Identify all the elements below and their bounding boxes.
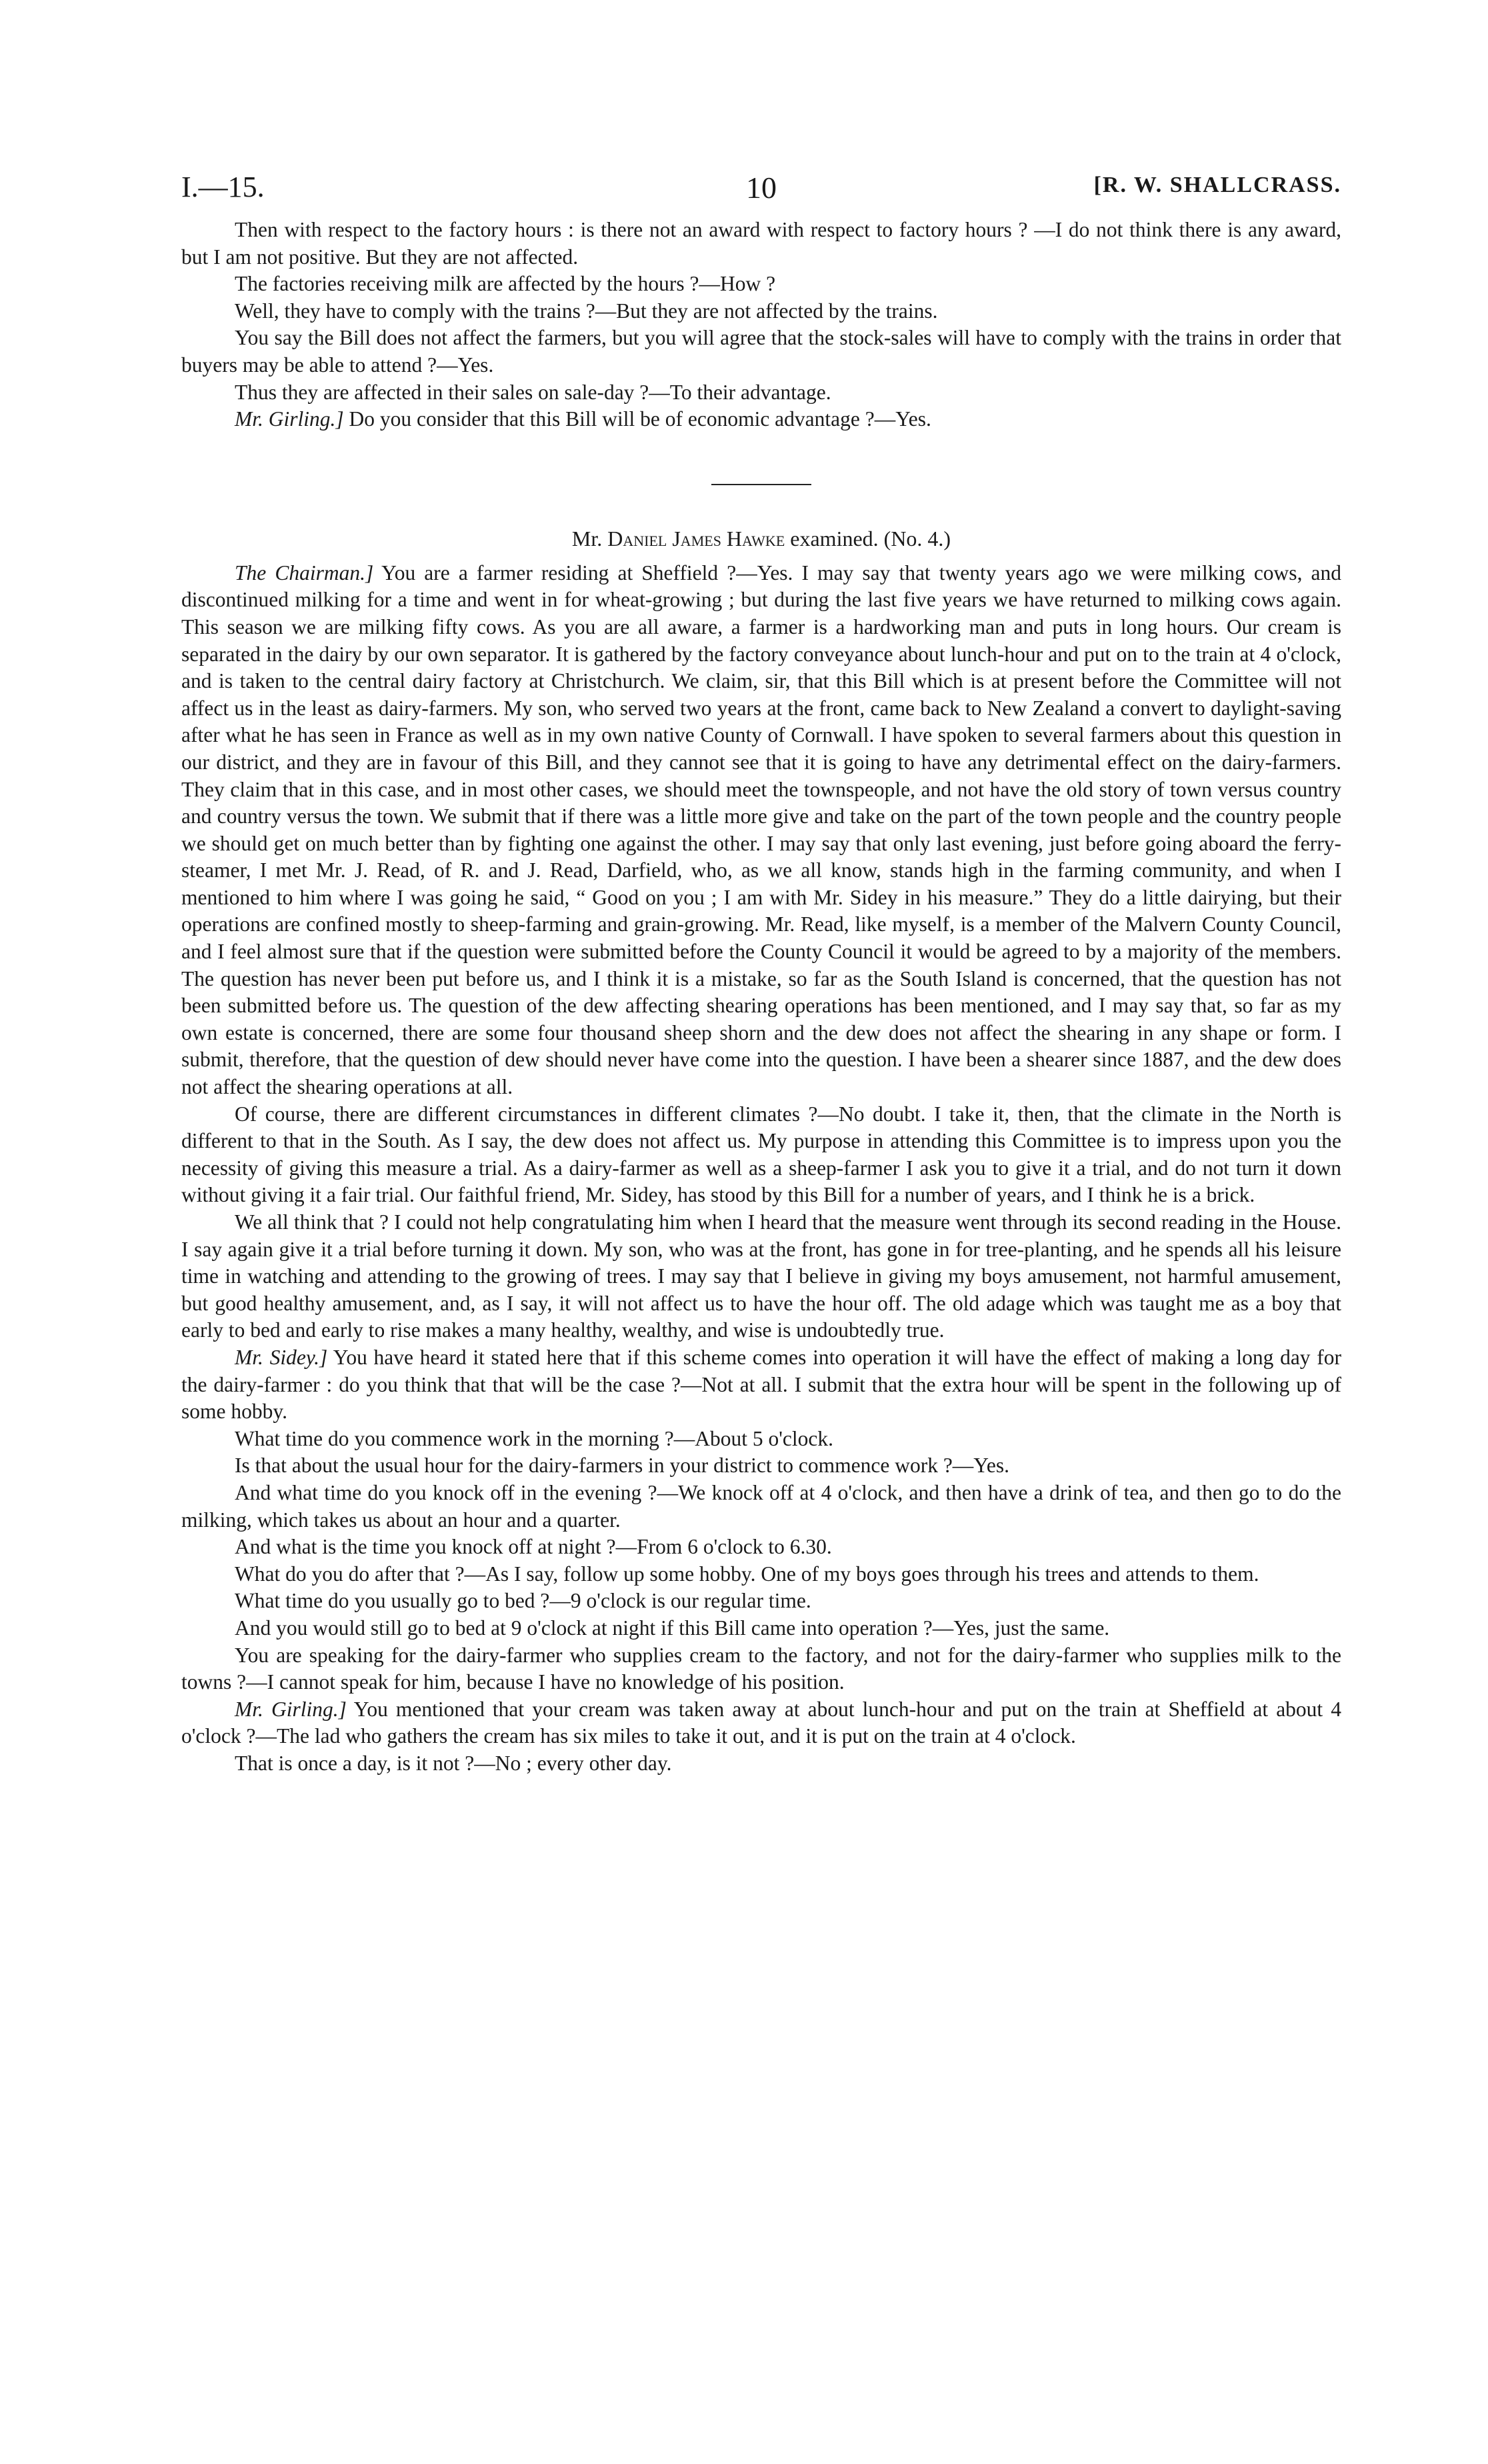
- paragraph: Is that about the usual hour for the dairy-farmers in your district to commence work ?—Yes.: [235, 1454, 1010, 1478]
- document-body: [181, 217, 1341, 1777]
- paragraph: We all think that ? I could not help congratulating him when I heard that the measure went through its second reading in the House. I say again give it a trial before turning it down. My son, who was at the front, has gone in for tree-planting, and he spends all his leisure time in watching and attending to the growing of trees. I may say that I believe in giving my boys amusement, not harmful amusement, but good healthy amusement, and, as I say, it will not affect us to have the hour off. The old adage which was taught me as a boy that early to bed and early to rise makes a many healthy, wealthy, and wise is undoubtedly true.: [181, 1210, 1341, 1342]
- section-divider: [711, 484, 811, 485]
- paragraph: Well, they have to comply with the trains ?—But they are not affected by the trains.: [235, 299, 938, 323]
- paragraph: Mr. Girling.] You mentioned that your cream was taken away at about lunch-hour and put on the train at Sheffield at about 4 o'clock ?—The lad who gathers the cream has six miles to take it out, and it is put on the train at 4 o'clock.: [181, 1697, 1341, 1748]
- speaker-label: Mr. Sidey.]: [235, 1345, 328, 1369]
- paper-reference: I.—15.: [181, 171, 265, 203]
- page-number: 10: [746, 171, 777, 205]
- witness-name: [R. W. SHALLCRASS.: [1093, 173, 1341, 197]
- paragraph: The Chairman.] You are a farmer residing at Sheffield ?—Yes. I may say that twenty years ago we were milking cows, and discontinued milking for a time and went in for wheat-growing ; but during the last five years we have returned to milking cows again. This season we are milking fifty cows. As you are all aware, a farmer is a hardworking man and puts in long hours. Our cream is separated in the dairy by our own separator. It is gathered by the factory conveyance about lunch-hour and put on to the train at 4 o'clock, and is taken to the central dairy factory at Christchurch. We claim, sir, that this Bill which is at present before the Committee will not affect us in the least as dairy-farmers. My son, who served two years at the front, came back to New Zealand a convert to daylight-saving after what he has seen in France as well as in my own native County of Cornwall. I have spoken to several farmers about this question in our district, and they are in favour of this Bill, and they cannot see that it is going to have any detrimental effect on the dairy-farmers. They claim that in this case, and in most other cases, we should meet the townspeople, and not have the old story of town versus country and country versus the town. We submit that if there was a little more give and take on the part of the town people and the country people we should get on much better than by fighting one against the other. I may say that only last evening, just before going aboard the ferry-steamer, I met Mr. J. Read, of R. and J. Read, Darfield, who, as we all know, stands high in the farming community, and when I mentioned to him where I was going he said, “ Good on you ; I am with Mr. Sidey in his measure.” They do a little dairying, but their operations are confined mostly to sheep-farming and grain-growing. Mr. Read, like myself, is a member of the Malvern County Council, and I feel almost sure that if the question were submitted before the County Council it would be agreed to by a majority of the members. The question has never been put before us, and I think it is a mistake, so far as the South Island is concerned, that the question has not been submitted before us. The question of the dew affecting shearing operations has been mentioned, and I may say that, so far as my own estate is concerned, there are some four thousand sheep shorn and the dew does not affect the shearing in any shape or form. I submit, therefore, that the question of dew should never have come into the question. I have been a shearer since 1887, and the dew does not affect the shearing operations at all.: [181, 561, 1341, 1099]
- paragraph: Thus they are affected in their sales on sale-day ?—To their advantage.: [235, 380, 831, 404]
- paragraph: Mr. Girling.] Do you consider that this Bill will be of economic advantage ?—Yes.: [235, 407, 931, 431]
- speaker-label: Mr. Girling.]: [235, 1697, 347, 1721]
- speaker-label: The Chairman.]: [235, 561, 374, 585]
- paragraph: And you would still go to bed at 9 o'clock at night if this Bill came into operation ?—Yes, just the same.: [235, 1616, 1110, 1640]
- paragraph: Mr. Sidey.] You have heard it stated here that if this scheme comes into operation it will have the effect of making a long day for the dairy-farmer : do you think that that will be the case ?—Not at all. I submit that the extra hour will be spent in the following up of some hobby.: [181, 1345, 1341, 1424]
- paragraph: And what time do you knock off in the evening ?—We knock off at 4 o'clock, and then have a drink of tea, and then go to do the milking, which takes us about an hour and a quarter.: [181, 1480, 1341, 1532]
- paragraph: You are speaking for the dairy-farmer who supplies cream to the factory, and not for the dairy-farmer who supplies milk to the towns ?—I cannot speak for him, because I have no knowledge of his position.: [181, 1643, 1341, 1694]
- page-header: [181, 170, 1341, 217]
- speaker-label: Mr. Girling.]: [235, 407, 344, 431]
- paragraph: That is once a day, is it not ?—No ; every other day.: [235, 1751, 672, 1775]
- paragraph: What time do you usually go to bed ?—9 o'clock is our regular time.: [235, 1589, 811, 1613]
- paragraph: Of course, there are different circumstances in different climates ?—No doubt. I take it, then, that the climate in the North is different to that in the South. As I say, the dew does not affect us. My purpose in attending this Committee is to impress upon you the necessity of giving this measure a trial. As a dairy-farmer as well as a sheep-farmer I ask you to give it a trial, and do not turn it down without giving it a fair trial. Our faithful friend, Mr. Sidey, has stood by this Bill for a number of years, and I think he is a brick.: [181, 1102, 1341, 1207]
- paragraph: What do you do after that ?—As I say, follow up some hobby. One of my boys goes through his trees and attends to them.: [235, 1562, 1259, 1586]
- section-title: Mr. Daniel James Hawke examined. (No. 4.): [571, 526, 951, 551]
- paragraph: What time do you commence work in the morning ?—About 5 o'clock.: [235, 1426, 833, 1450]
- paragraph: And what is the time you knock off at night ?—From 6 o'clock to 6.30.: [235, 1535, 832, 1559]
- paragraph: The factories receiving milk are affected by the hours ?—How ?: [235, 272, 776, 296]
- paragraph: Then with respect to the factory hours : is there not an award with respect to factory hours ? —I do not think there is any award, but I am not positive. But they are not affected.: [181, 218, 1341, 269]
- evidence-continued: [181, 217, 1341, 433]
- witness-full-name: Daniel James Hawke: [607, 526, 785, 551]
- evidence-section: [181, 560, 1341, 1778]
- document-page: [181, 170, 1341, 1777]
- paragraph: You say the Bill does not affect the farmers, but you will agree that the stock-sales will have to comply with the trains in order that buyers may be able to attend ?—Yes.: [181, 326, 1341, 377]
